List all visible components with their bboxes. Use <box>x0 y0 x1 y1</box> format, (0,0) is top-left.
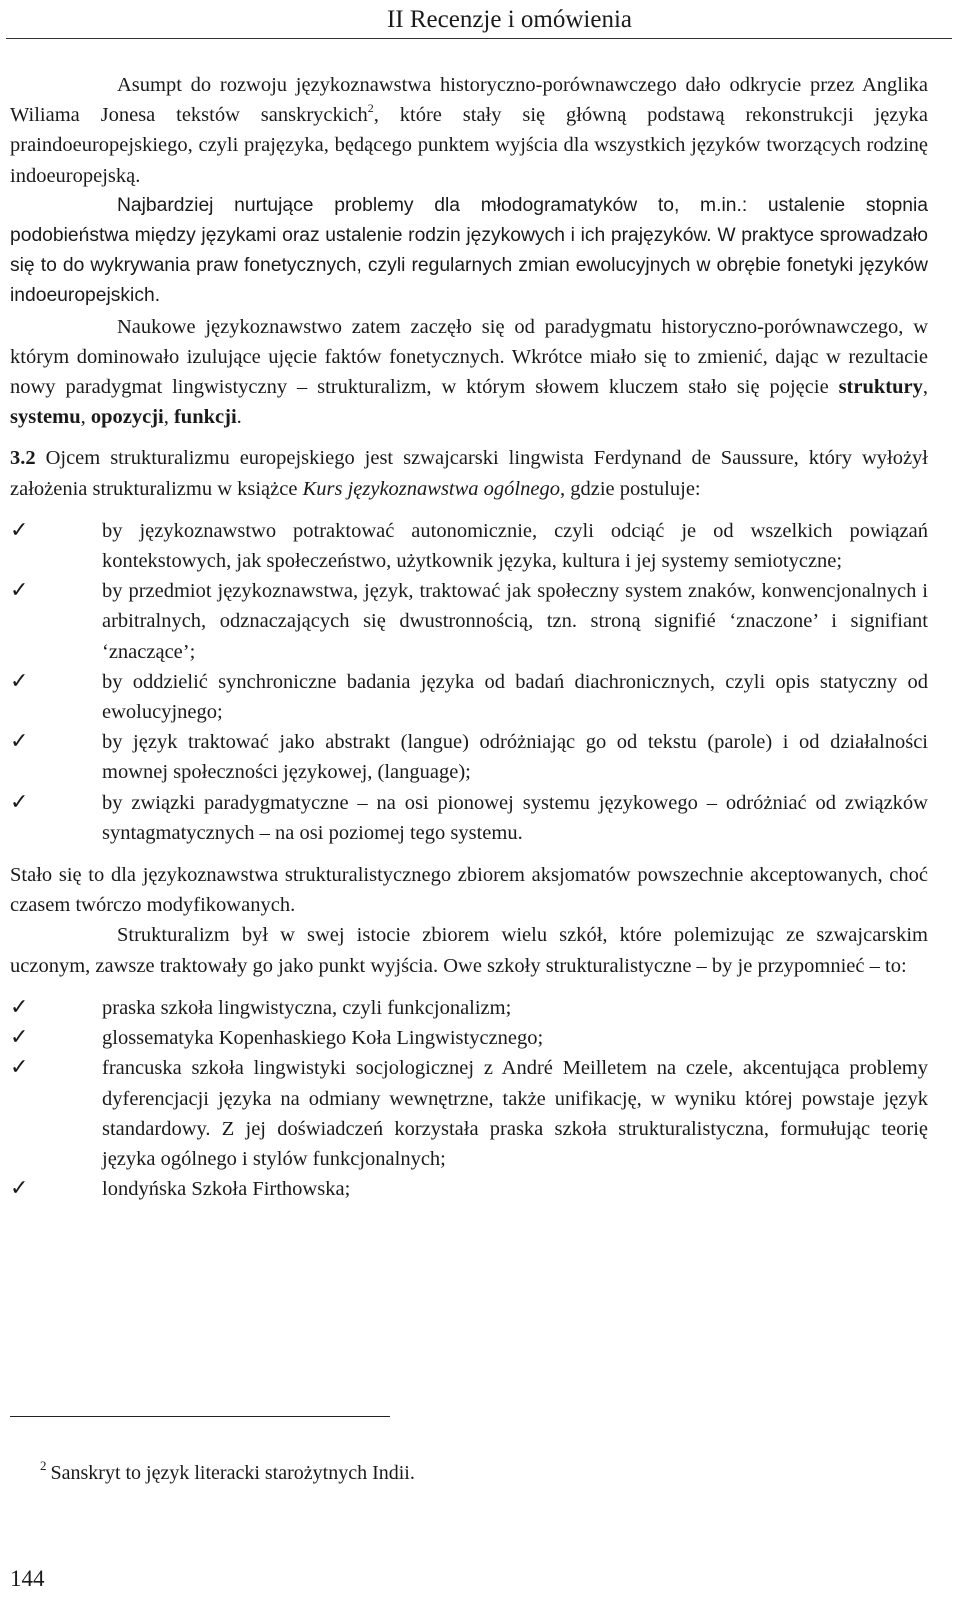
list-item-text: praska szkoła lingwistyczna, czyli funkcjonalizm; <box>102 996 512 1019</box>
term-systemu: systemu <box>10 406 81 429</box>
list-item <box>10 667 928 727</box>
sep: , <box>80 406 91 429</box>
checkmark-icon: ✓ <box>10 1055 29 1081</box>
schools-intro-paragraph: Strukturalizm był w swej istocie zbiorem wielu szkół, które polemizując ze szwajcarskim uczonym, zawsze traktowały go jako punkt wyjścia. Owe szkoły strukturalistyczne – by je przypomnieć – to: <box>10 924 928 977</box>
term-opozycji: opozycji <box>90 406 164 429</box>
list-item-text: by językoznawstwo potraktować autonomicznie, czyli odciąć je od wszelkich powiązań kontekstowych, jak społeczeństwo, użytkownik języka, kultura i jej systemy semiotyczne; <box>102 519 928 573</box>
section-number: 3.2 <box>10 447 36 470</box>
list-item <box>10 788 928 848</box>
intro-p2-text: Najbardziej nurtujące problemy dla młodogramatyków to, m.in.: ustalenie stopnia podobieństwa między językami oraz ustalenie rodzin językowych i ich prajęzyków. <box>10 194 928 247</box>
list-item-text: glossematyka Kopenhaskiego Koła Lingwistycznego; <box>102 1027 544 1050</box>
summary-paragraph: Stało się to dla językoznawstwa strukturalistycznego zbiorem aksjomatów powszechnie akceptowanych, choć czasem twórczo modyfikowanych. <box>10 864 928 917</box>
sep: , <box>922 376 928 399</box>
book-title: Kurs językoznawstwa ogólnego <box>302 477 560 500</box>
intro-p2-text-cont: W praktyce sprowadzało się to do wykrywania praw fonetycznych, czyli regularnych zmian ewolucyjnych w obrębie fonetyki języków indoeuropejskich. <box>10 225 928 307</box>
list-item <box>10 993 928 1023</box>
list-item <box>10 516 928 576</box>
intro-p1-text: Asumpt do rozwoju językoznawstwa historyczno-porównawczego dało odkrycie przez Anglika Wiliama Jonesa tekstów sanskryckich <box>10 74 928 127</box>
postulate-list <box>10 516 928 848</box>
footnote <box>40 1458 415 1485</box>
header-title: II Recenzje i omówienia <box>386 6 632 33</box>
end: . <box>236 406 242 429</box>
list-item <box>10 1053 928 1174</box>
list-item-text: by język traktować jako abstrakt (langue) odróżniając go od tekstu (parole) i od działalności mownej społeczności językowej, (language); <box>102 731 928 784</box>
list-item <box>10 576 928 667</box>
list-item <box>10 1023 928 1053</box>
intro-p1-text-cont: , które stały się główną podstawą rekonstrukcji języka praindoeuropejskiego, czyli prajęzyka, będącego punktem wyjścia dla wszystkich języków tworzących rodzinę indoeuropejską. <box>10 104 928 187</box>
checkmark-icon: ✓ <box>10 517 29 543</box>
list-item-text: by przedmiot językoznawstwa, język, traktować jak społeczny system znaków, konwencjonalnych i arbitralnych, odznaczających się dwustronnością, tzn. stroną signifié ‘znaczone’ i signifiant ‘znaczące’; <box>102 580 928 663</box>
intro-paragraph-3 <box>10 312 928 433</box>
footnote-text: Sanskryt to język literacki starożytnych Indii. <box>50 1462 415 1484</box>
checkmark-icon: ✓ <box>10 668 29 694</box>
footnote-divider <box>10 1416 390 1417</box>
list-item-text: londyńska Szkoła Firthowska; <box>102 1178 351 1201</box>
checkmark-icon: ✓ <box>10 1025 29 1051</box>
footnote-marker: 2 <box>40 1458 47 1473</box>
schools-list <box>10 993 928 1204</box>
page-number: 144 <box>10 1566 45 1591</box>
checkmark-icon: ✓ <box>10 578 29 604</box>
list-item-text: by oddzielić synchroniczne badania języka od badań diachronicznych, czyli opis statyczny od ewolucyjnego; <box>102 670 928 724</box>
checkmark-icon: ✓ <box>10 994 29 1020</box>
term-funkcji: funkcji <box>173 406 237 429</box>
section-paragraph <box>10 443 928 503</box>
sep: , <box>163 406 174 429</box>
term-struktury: struktury <box>838 376 923 399</box>
running-header <box>6 0 952 39</box>
checkmark-icon: ✓ <box>10 729 29 755</box>
list-item <box>10 727 928 787</box>
list-item <box>10 1174 928 1204</box>
intro-p3-text: Naukowe językoznawstwo zatem zaczęło się od paradygmatu historyczno-porównawczego, w którym dominowało izulujące ujęcie faktów fonetycznych. Wkrótce miało się to zmienić, dając w rezultacie nowy paradygmat lingwistyczny – strukturalizm, w którym słowem kluczem stało się pojęcie <box>10 315 928 399</box>
checkmark-icon: ✓ <box>10 789 29 815</box>
intro-paragraph-2 <box>10 191 928 312</box>
list-item-text: francuska szkoła lingwistyki socjologicznej z André Meilletem na czele, akcentująca problemy dyferencjacji języka na odmiany wewnętrzne, także unifikację, w wyniku której powstaje język standardowy. Z jej doświadczeń korzystała praska szkoła strukturalistyczna, formułując teorię języka ogólnego i stylów funkcjonalnych; <box>102 1057 928 1170</box>
section-text: Ojcem strukturalizmu europejskiego jest szwajcarski lingwista Ferdynand de Saussure, który wyłożył założenia strukturalizmu w książce <box>10 447 928 500</box>
list-item-text: by związki paradygmatyczne – na osi pionowej systemu językowego – odróżniać od związków syntagmatycznych – na osi poziomej tego systemu. <box>102 791 928 844</box>
section-text-cont: , gdzie postuluje: <box>559 477 701 500</box>
main-text <box>10 70 928 1216</box>
footnote-reference: 2 <box>367 101 374 116</box>
checkmark-icon: ✓ <box>10 1176 29 1202</box>
intro-paragraph-1 <box>10 70 928 191</box>
